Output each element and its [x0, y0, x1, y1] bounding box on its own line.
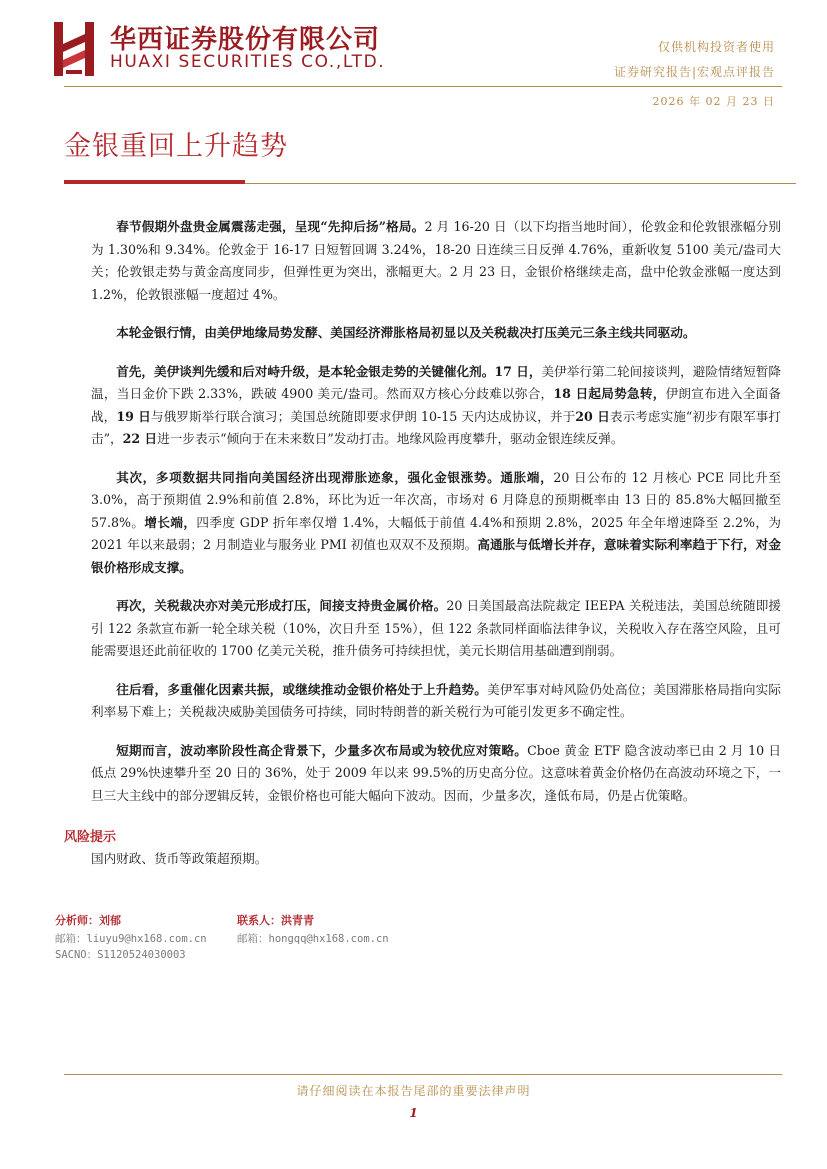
huaxi-logo-icon	[52, 20, 96, 78]
report-date: 2026 年 02 月 23 日	[652, 95, 775, 108]
paragraph-text: 表示考虑实施“初步有限军事打击”，	[91, 408, 781, 446]
paragraph-text: 进一步表示“倾向于在未来数日”发动打击。地缘风险再度攀升，驱动金银连续反弹。	[157, 431, 624, 446]
analyst-sac-number: SACNO：S1120524030003	[55, 949, 186, 961]
title-underline-accent	[64, 180, 245, 184]
paragraph-text: 与俄罗斯举行联合演习；美国总统随即要求伊朗 10-15 天内达成协议，并于	[150, 408, 576, 424]
paragraph-emphasis: 22 日	[122, 431, 158, 446]
paragraph-text: 20 日公布的 12 月核心 PCE 同比升至 3.0%，高于预期值 2.9%和前值 2.8%，环比为近一年次高，市场对 6 月降息的预期概率由 13 日的 85.8%大幅回撤至 57.8%。	[91, 469, 781, 530]
company-name-cn: 华西证券股份有限公司	[110, 25, 381, 55]
title-underline	[245, 183, 796, 184]
paragraph-lead: 短期而言，波动率阶段性高企背景下，少量多次布局或为较优应对策略。	[116, 742, 528, 758]
report-body	[91, 216, 781, 823]
paragraph-lead: 其次，多项数据共同指向美国经济出现滞胀迹象，强化金银涨势。通胀端，	[116, 469, 554, 485]
paragraph-outlook	[91, 679, 781, 724]
paragraph-text: 美伊举行第二轮间接谈判，避险情绪短暂降温，当日金价下跌 2.33%，跌破 4900 美元/盎司。然而双方核心分歧难以弥合，	[91, 363, 781, 401]
risk-text: 国内财政、货币等政策超预期。	[91, 851, 268, 866]
company-name-en: HUAXI SECURITIES CO.,LTD.	[110, 52, 386, 72]
header-divider	[64, 86, 782, 87]
analyst-email[interactable]: 邮箱：liuyu9@hx168.com.cn	[55, 933, 207, 945]
paragraph-tariff	[91, 595, 781, 663]
paragraph-drivers	[91, 322, 781, 345]
paragraph-market-review	[91, 216, 781, 306]
paragraph-stagflation	[91, 467, 781, 580]
paragraph-geopolitics	[91, 361, 781, 451]
paragraph-text: 美伊军事对峙风险仍处高位；美国滞胀格局指向实际利率易下难上；关税裁决威胁美国债务可持续，同时特朗普的新关税行为可能引发更多不确定性。	[91, 681, 782, 719]
audience-note: 仅供机构投资者使用	[657, 40, 775, 54]
paragraph-text: Cboe 黄金 ETF 隐含波动率已由 2 月 10 日低点 29%快速攀升至 20 日的 36%，处于 2009 年以来 99.5%的历史高分位。这意味着黄金价格仍在高波动环境之下，一旦三大主线中的部分逻辑反转，金银价格也可能大幅向下波动。因而，少量多次，逢低布局，仍是占优策略。	[91, 742, 782, 803]
paragraph-emphasis: 18 日起局势急转，	[553, 386, 666, 401]
paragraph-emphasis: 高通胀与低增长并存，意味着实际利率趋于下行，对金银价格形成支撑。	[91, 537, 782, 575]
report-title: 金银重回上升趋势	[64, 131, 288, 162]
analyst-name: 分析师：刘郁	[55, 914, 121, 927]
contact-email[interactable]: 邮箱：hongqq@hx168.com.cn	[237, 933, 389, 945]
paragraph-lead: 本轮金银行情，由美伊地缘局势发酵、美国经济滞胀格局初显以及关税裁决打压美元三条主线共同驱动。	[116, 325, 696, 340]
paragraph-emphasis: 20 日	[575, 408, 610, 424]
paragraph-text: 四季度 GDP 折年率仅增 1.4%，大幅低于前值 4.4%和预期 2.8%，2025 年全年增速降至 2.2%，为 2021 年以来最弱；2 月制造业与服务业 PMI 初值也双双不及预期。	[91, 514, 781, 552]
page-number: 1	[409, 1106, 418, 1120]
paragraph-strategy	[91, 740, 781, 808]
paragraph-text: 2 月 16-20 日（以下均指当地时间），伦敦金和伦敦银涨幅分别为 1.30%和 9.34%。伦敦金于 16-17 日短暂回调 3.24%，18-20 日连续三日反弹 4.76%，重新收复 5100 美元/盎司大关；伦敦银走势与黄金高度同步，但弹性更为突出，涨幅更大。2 月 23 日，金银价格继续走高，盘中伦敦金涨幅一度达到 1.2%，伦敦银涨幅一度超过 4%。	[91, 219, 781, 302]
paragraph-lead: 再次，关税裁决亦对美元形成打压，间接支持贵金属价格。	[116, 598, 447, 613]
report-type: 证券研究报告|宏观点评报告	[613, 65, 775, 79]
paragraph-text: 20 日美国最高法院裁定 IEEPA 关税违法，美国总统随即援引 122 条款宣布新一轮全球关税（10%，次日升至 15%），但 122 条款同样面临法律争议，关税收入存在落空风险，且可能需要退还此前征收的 1700 亿美元关税，推升债务可持续担忧，美元长期信用基础遭到削弱。	[91, 598, 781, 658]
paragraph-lead: 春节假期外盘贵金属震荡走强，呈现“先抑后扬”格局。	[116, 219, 425, 234]
contact-name: 联系人：洪青青	[237, 914, 314, 927]
paragraph-lead: 首先，美伊谈判先缓和后对峙升级，是本轮金银走势的关键催化剂。17 日，	[116, 363, 542, 379]
legal-notice: 请仔细阅读在本报告尾部的重要法律声明	[296, 1084, 531, 1098]
risk-title: 风险提示	[64, 830, 117, 845]
paragraph-lead: 往后看，多重催化因素共振，或继续推动金银价格处于上升趋势。	[116, 681, 488, 697]
paragraph-text: 伊朗宣布进入全面备战，	[91, 386, 781, 424]
paragraph-emphasis: 增长端，	[144, 514, 197, 530]
paragraph-emphasis: 19 日	[116, 408, 151, 424]
footer-divider	[64, 1074, 782, 1075]
